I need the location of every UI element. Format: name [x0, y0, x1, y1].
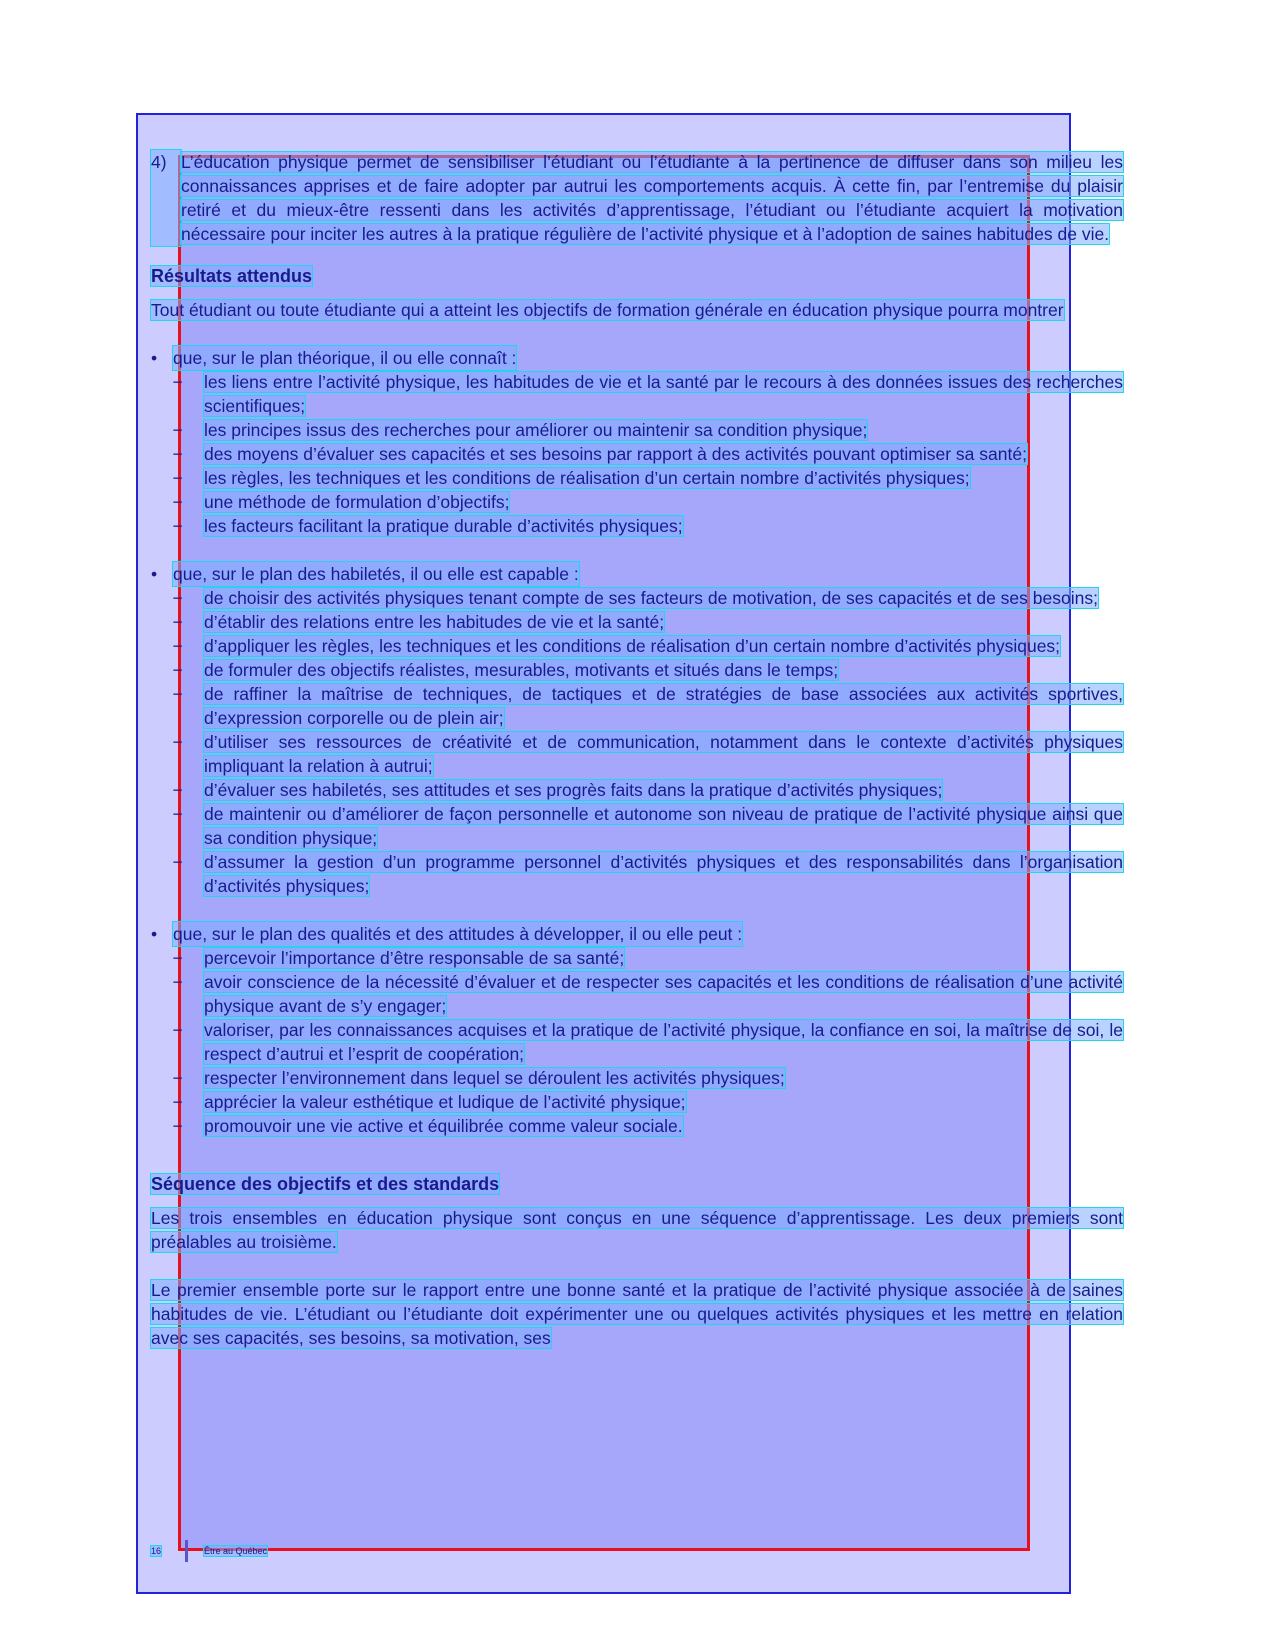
list-item: − avoir conscience de la nécessité d’évaluer et de respecter ses capacités et les conditions de réalisation d’une activité physique avant de s’y engager;	[151, 970, 1123, 1018]
dash-icon: −	[172, 804, 183, 824]
results-intro: Tout étudiant ou toute étudiante qui a atteint les objectifs de formation générale en éducation physique pourra montrer	[151, 300, 1064, 320]
list-item: − une méthode de formulation d’objectifs;	[151, 490, 1123, 514]
dash-icon: −	[172, 684, 183, 704]
list-item: − d’utiliser ses ressources de créativité et de communication, notamment dans le contexte d’activités physiques impliquant la relation à autrui;	[151, 730, 1123, 778]
list-item: − respecter l’environnement dans lequel se déroulent les activités physiques;	[151, 1066, 1123, 1090]
dash-icon: −	[172, 732, 183, 752]
dash-icon: −	[172, 948, 183, 968]
dash-icon: −	[172, 372, 183, 392]
list-item: − les facteurs facilitant la pratique durable d’activités physiques;	[151, 514, 1123, 538]
dash-icon: −	[172, 636, 183, 656]
dash-icon: −	[172, 852, 183, 872]
list-item: − de maintenir ou d’améliorer de façon personnelle et autonome son niveau de pratique de l’activité physique ainsi que sa condition physique;	[151, 802, 1123, 850]
list-item: − de formuler des objectifs réalistes, mesurables, motivants et situés dans le temps;	[151, 658, 1123, 682]
results-group-theory	[151, 346, 1123, 538]
bullet-icon: •	[151, 348, 158, 368]
dash-icon: −	[172, 444, 183, 464]
dash-icon: −	[172, 492, 183, 512]
footer-title: Être au Québec	[204, 1546, 268, 1556]
page-footer	[151, 1540, 267, 1562]
dash-icon: −	[172, 468, 183, 488]
paragraph-number: 4)	[151, 150, 181, 246]
dash-icon: −	[172, 1068, 183, 1088]
list-item: − les règles, les techniques et les conditions de réalisation d’un certain nombre d’activités physiques;	[151, 466, 1123, 490]
dash-icon: −	[172, 660, 183, 680]
list-item: − d’appliquer les règles, les techniques et les conditions de réalisation d’un certain nombre d’activités physiques;	[151, 634, 1123, 658]
sequence-paragraph-2: Le premier ensemble porte sur le rapport entre une bonne santé et la pratique de l’activité physique associée à de saines habitudes de vie. L’étudiant ou l’étudiante doit expérimenter une ou quelques activités physiques et les mettre en relation avec ses capacités, ses besoins, sa motivation, ses	[151, 1280, 1123, 1348]
section-heading-results: Résultats attendus	[151, 266, 313, 286]
bullet-icon: •	[151, 924, 158, 944]
dash-icon: −	[172, 420, 183, 440]
footer-separator	[185, 1540, 188, 1562]
paragraph-text: L’éducation physique permet de sensibiliser l’étudiant ou l’étudiante à la pertinence de diffuser dans son milieu les connaissances apprises et de faire adopter par autrui les comportements acquis. À cette fin, par l’entremise du plaisir retiré et du mieux-être ressenti dans les activités d’apprentissage, l’étudiant ou l’étudiante acquiert la motivation nécessaire pour inciter les autres à la pratique régulière de l’activité physique et à l’adoption de saines habitudes de vie.	[181, 152, 1123, 244]
dash-icon: −	[172, 1116, 183, 1136]
list-item: − de raffiner la maîtrise de techniques, de tactiques et de stratégies de base associées aux activités sportives, d’expression corporelle ou de plein air;	[151, 682, 1123, 730]
sequence-paragraph-1: Les trois ensembles en éducation physique sont conçus en une séquence d’apprentissage. Les deux premiers sont préalables au troisième.	[151, 1208, 1123, 1252]
list-item: − les principes issus des recherches pour améliorer ou maintenir sa condition physique;	[151, 418, 1123, 442]
dash-icon: −	[172, 972, 183, 992]
list-item: − d’assumer la gestion d’un programme personnel d’activités physiques et des responsabilités dans l’organisation d’activités physiques;	[151, 850, 1123, 898]
list-item: − les liens entre l’activité physique, les habitudes de vie et la santé par le recours à des données issues des recherches scientifiques;	[151, 370, 1123, 418]
list-item: − valoriser, par les connaissances acquises et la pratique de l’activité physique, la confiance en soi, la maîtrise de soi, le respect d’autrui et l’esprit de coopération;	[151, 1018, 1123, 1066]
group-intro: • que, sur le plan théorique, il ou elle connaît :	[151, 348, 517, 368]
group-intro: • que, sur le plan des qualités et des attitudes à développer, il ou elle peut :	[151, 924, 743, 944]
document-body	[151, 150, 1123, 1350]
list-item: − d’établir des relations entre les habitudes de vie et la santé;	[151, 610, 1123, 634]
bullet-icon: •	[151, 564, 158, 584]
group-intro: • que, sur le plan des habiletés, il ou elle est capable :	[151, 564, 579, 584]
dash-icon: −	[172, 612, 183, 632]
numbered-paragraph	[151, 150, 1123, 246]
dash-icon: −	[172, 516, 183, 536]
results-group-attitudes	[151, 922, 1123, 1138]
dash-icon: −	[172, 588, 183, 608]
list-item: − de choisir des activités physiques tenant compte de ses facteurs de motivation, de ses capacités et de ses besoins;	[151, 586, 1123, 610]
list-item: − des moyens d’évaluer ses capacités et ses besoins par rapport à des activités pouvant optimiser sa santé;	[151, 442, 1123, 466]
page-number: 16	[151, 1546, 162, 1556]
list-item: − d’évaluer ses habiletés, ses attitudes et ses progrès faits dans la pratique d’activités physiques;	[151, 778, 1123, 802]
list-item: − percevoir l’importance d’être responsable de sa santé;	[151, 946, 1123, 970]
dash-icon: −	[172, 1020, 183, 1040]
list-item: − apprécier la valeur esthétique et ludique de l’activité physique;	[151, 1090, 1123, 1114]
section-heading-sequence: Séquence des objectifs et des standards	[151, 1174, 500, 1194]
dash-icon: −	[172, 780, 183, 800]
dash-icon: −	[172, 1092, 183, 1112]
results-group-skills	[151, 562, 1123, 898]
list-item: − promouvoir une vie active et équilibrée comme valeur sociale.	[151, 1114, 1123, 1138]
